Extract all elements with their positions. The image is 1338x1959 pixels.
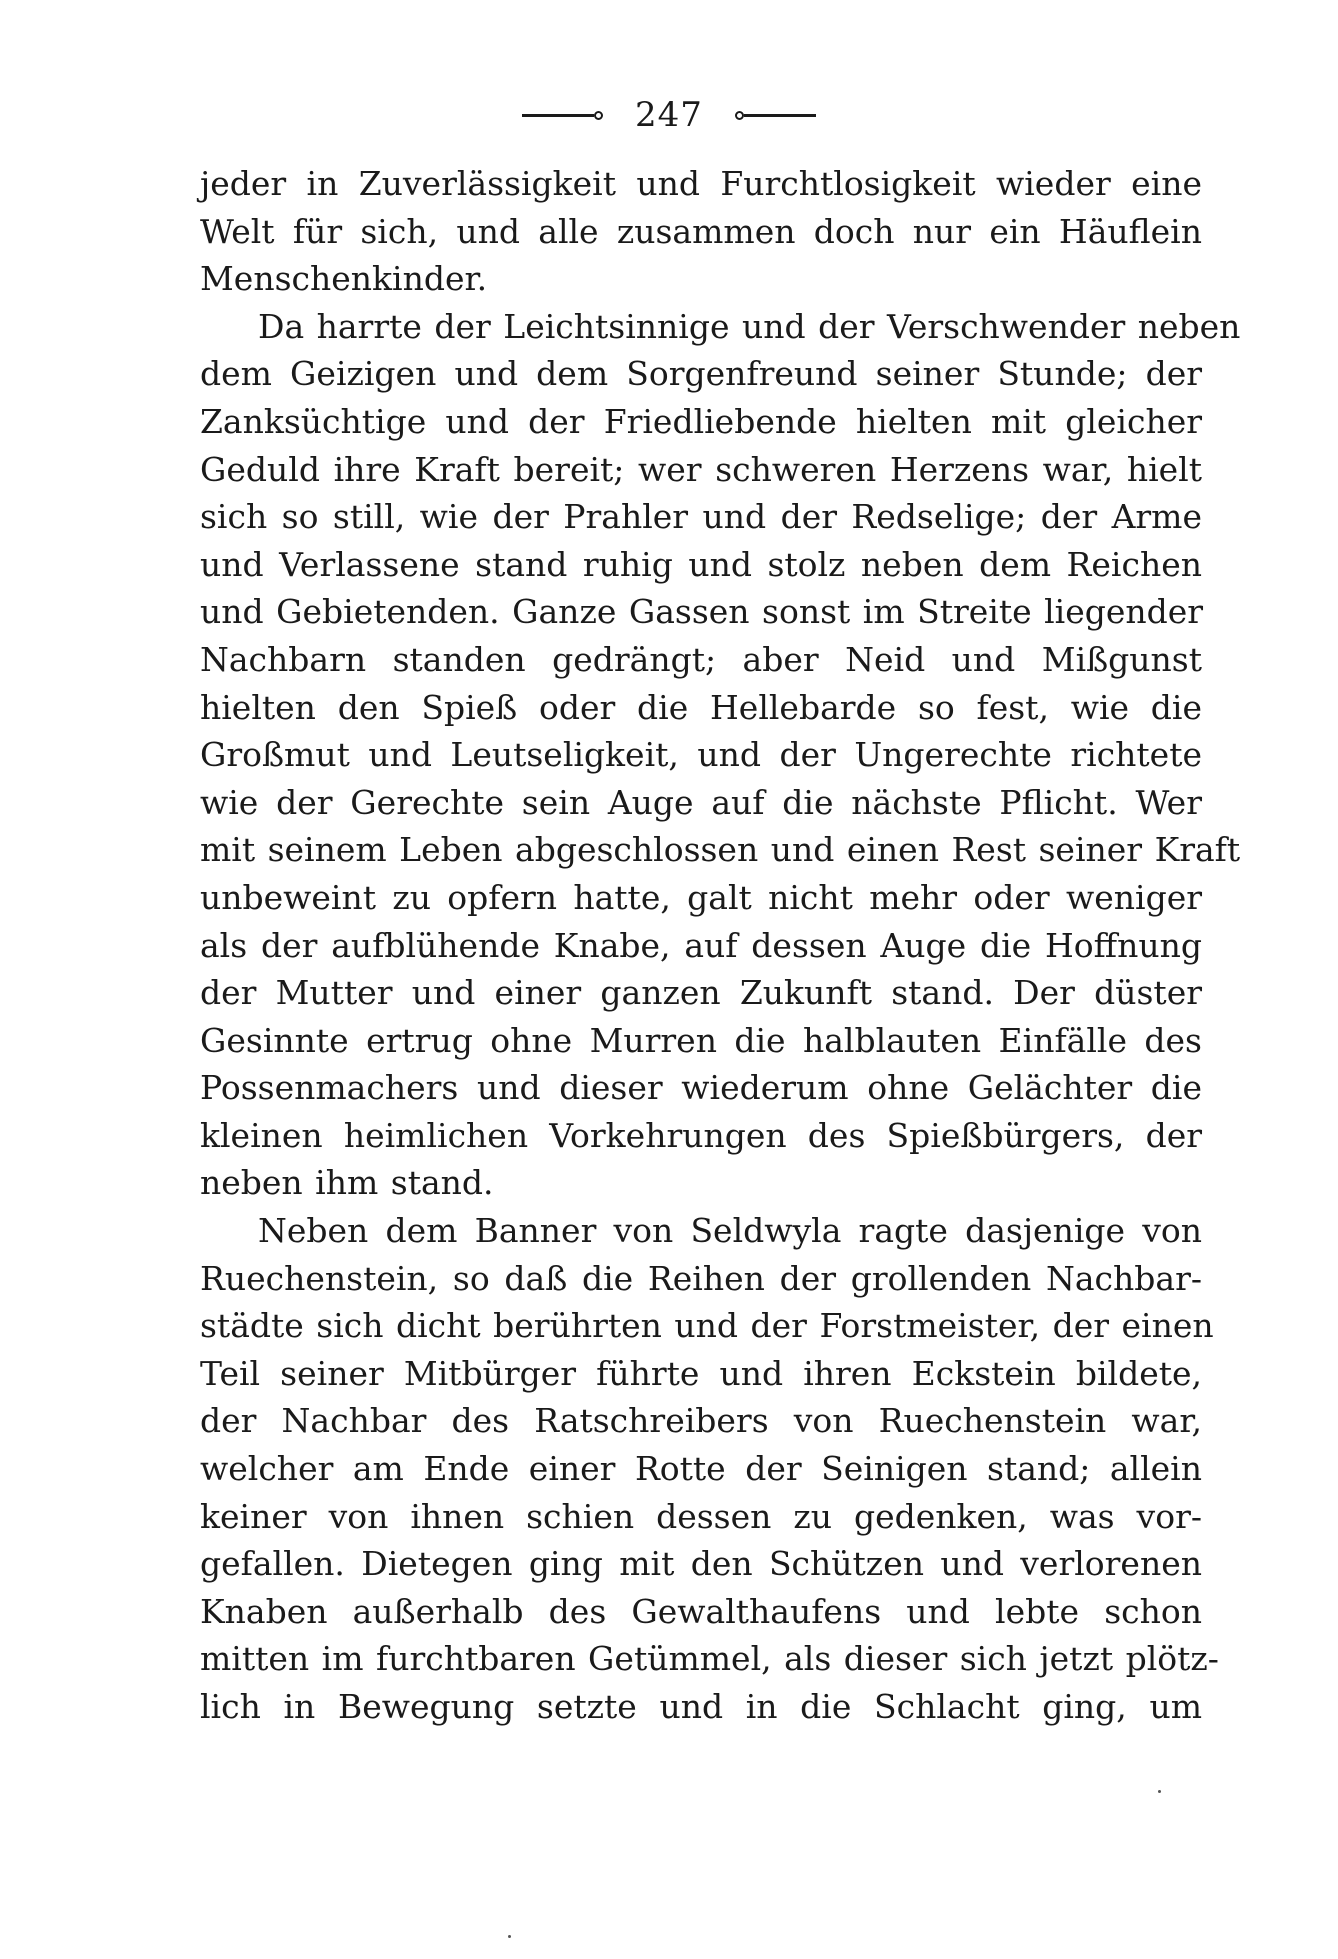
text-line: Menschenkinder. bbox=[200, 259, 488, 299]
page-number: 247 bbox=[635, 95, 703, 135]
right-ornament-rule bbox=[735, 111, 816, 120]
text-line: Ruechenstein, so daß die Reihen der grollenden Nachbar- bbox=[200, 1258, 1202, 1298]
text-line: hielten den Spieß oder die Hellebarde so fest, wie die bbox=[200, 687, 1202, 727]
left-ornament-rule bbox=[522, 111, 603, 120]
rule-ring bbox=[735, 111, 744, 120]
text-line: keiner von ihnen schien dessen zu gedenken, was vor- bbox=[200, 1496, 1202, 1536]
text-line: Großmut und Leutseligkeit, und der Ungerechte richtete bbox=[200, 735, 1202, 775]
text-line: städte sich dicht berührten und der Forstmeister, der einen bbox=[200, 1306, 1214, 1346]
text-line: und Verlassene stand ruhig und stolz neben dem Reichen bbox=[200, 544, 1202, 584]
body-text bbox=[200, 160, 1241, 1731]
rule-ring bbox=[594, 111, 603, 120]
text-line: welcher am Ende einer Rotte der Seinigen stand; allein bbox=[200, 1449, 1202, 1489]
paper-speck bbox=[508, 1935, 511, 1938]
text-line: Knaben außerhalb des Gewalthaufens und lebte schon bbox=[200, 1591, 1202, 1631]
text-line: der Mutter und einer ganzen Zukunft stand. Der düster bbox=[200, 973, 1202, 1013]
text-line: der Nachbar des Ratschreibers von Ruechenstein war, bbox=[200, 1401, 1202, 1441]
text-line: gefallen. Dietegen ging mit den Schützen und verlorenen bbox=[200, 1544, 1202, 1584]
text-line: Welt für sich, und alle zusammen doch nur ein Häuflein bbox=[200, 211, 1202, 251]
rule-line bbox=[744, 114, 816, 117]
paper-speck bbox=[1158, 1790, 1161, 1793]
text-line: sich so still, wie der Prahler und der Redselige; der Arme bbox=[200, 497, 1202, 537]
page-header bbox=[0, 92, 1338, 138]
text-line: als der aufblühende Knabe, auf dessen Auge die Hoffnung bbox=[200, 925, 1202, 965]
text-line: neben ihm stand. bbox=[200, 1163, 494, 1203]
text-line: mitten im furchtbaren Getümmel, als dieser sich jetzt plötz- bbox=[200, 1639, 1219, 1679]
text-line: jeder in Zuverlässigkeit und Furchtlosigkeit wieder eine bbox=[200, 164, 1202, 203]
text-line: Neben dem Banner von Seldwyla ragte dasjenige von bbox=[258, 1211, 1202, 1251]
text-line: Nachbarn standen gedrängt; aber Neid und Mißgunst bbox=[200, 639, 1202, 679]
text-line: kleinen heimlichen Vorkehrungen des Spießbürgers, der bbox=[200, 1115, 1202, 1155]
text-line: Da harrte der Leichtsinnige und der Verschwender neben bbox=[258, 306, 1241, 346]
text-line: und Gebietenden. Ganze Gassen sonst im Streite liegender bbox=[200, 592, 1204, 632]
rule-line bbox=[522, 114, 594, 117]
text-line: Zanksüchtige und der Friedliebende hielten mit gleicher bbox=[200, 401, 1202, 441]
text-line: Gesinnte ertrug ohne Murren die halblauten Einfälle des bbox=[200, 1020, 1202, 1060]
text-line: lich in Bewegung setzte und in die Schlacht ging, um bbox=[200, 1687, 1202, 1726]
text-line: wie der Gerechte sein Auge auf die nächste Pflicht. Wer bbox=[200, 782, 1202, 822]
text-line: Possenmachers und dieser wiederum ohne Gelächter die bbox=[200, 1068, 1202, 1108]
text-line: Teil seiner Mitbürger führte und ihren Eckstein bildete, bbox=[200, 1353, 1202, 1393]
text-line: unbeweint zu opfern hatte, galt nicht mehr oder weniger bbox=[200, 877, 1202, 917]
text-line: dem Geizigen und dem Sorgenfreund seiner Stunde; der bbox=[200, 354, 1202, 394]
text-line: Geduld ihre Kraft bereit; wer schweren Herzens war, hielt bbox=[200, 449, 1202, 489]
text-line: mit seinem Leben abgeschlossen und einen Rest seiner Kraft bbox=[200, 830, 1241, 870]
